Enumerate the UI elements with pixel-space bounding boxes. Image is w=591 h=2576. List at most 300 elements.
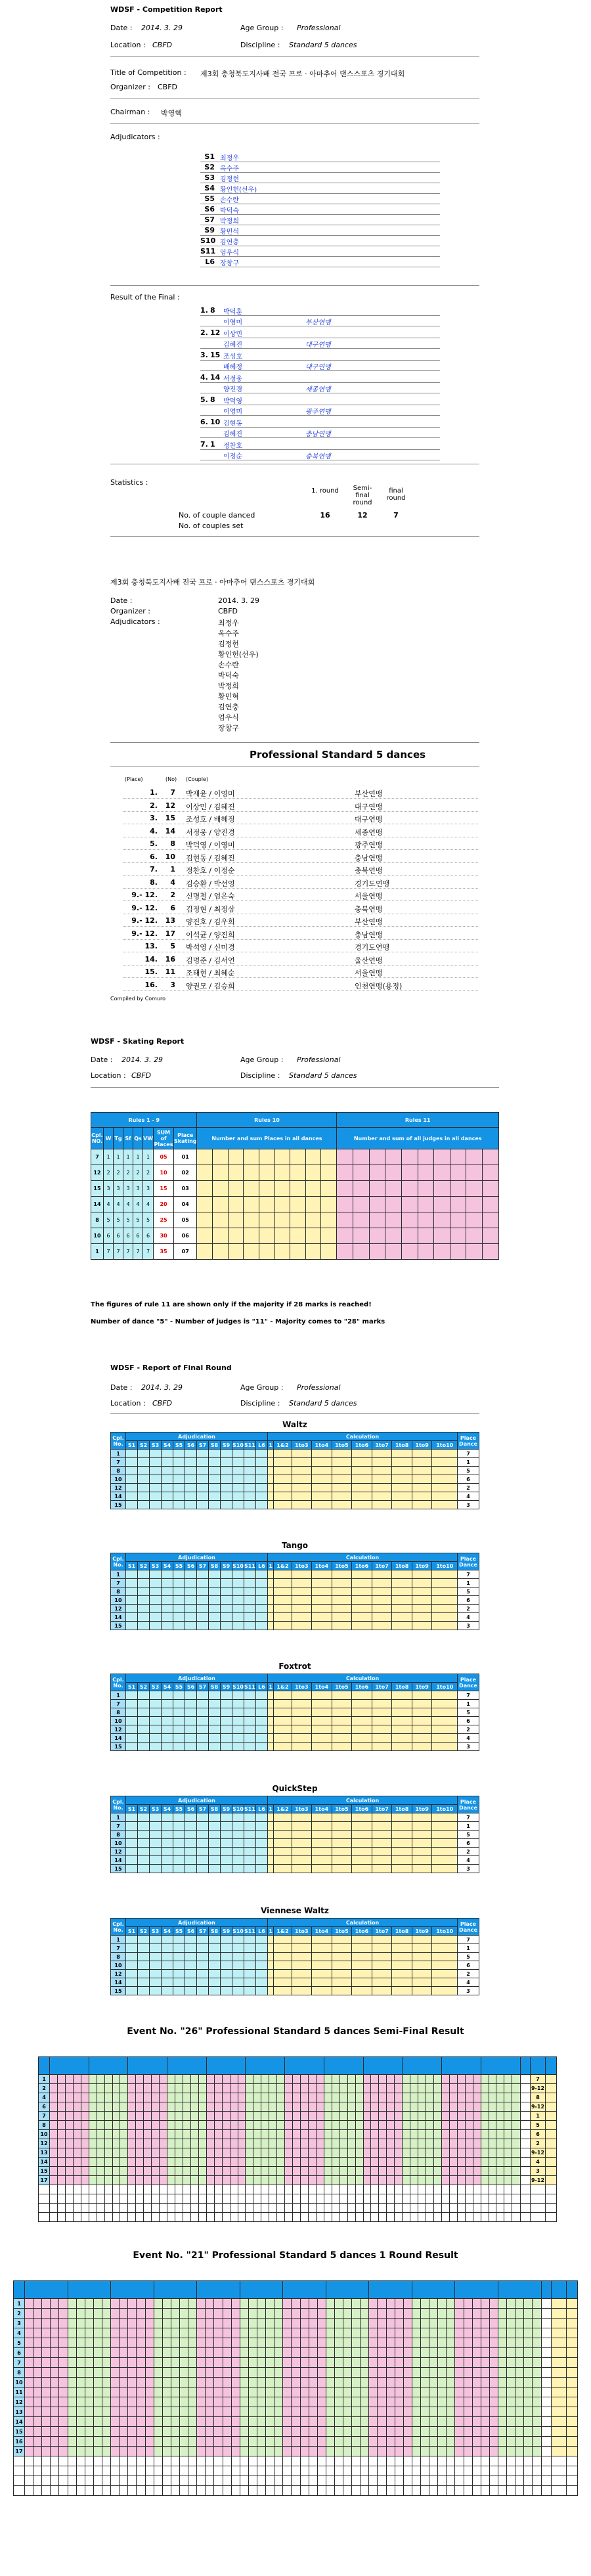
r2-place: 15. — [144, 967, 158, 976]
underline — [200, 235, 440, 236]
sk-sum: 35 — [154, 1244, 174, 1260]
semi-mark — [457, 2158, 465, 2167]
calc-col: 1to4 — [312, 1562, 332, 1570]
r2-place: 7. — [150, 865, 158, 874]
calc-cell — [332, 1856, 352, 1865]
first-mark — [51, 2299, 59, 2309]
calc-cell — [268, 1613, 274, 1622]
first-empty-row — [14, 2476, 578, 2486]
semi-mark — [104, 2102, 112, 2112]
r11-cell — [450, 1212, 466, 1228]
semi-mark — [473, 2139, 481, 2148]
semi-mark — [73, 2112, 81, 2121]
mark-cell — [256, 1475, 268, 1484]
first-mark — [533, 2397, 542, 2407]
semi-place: 9-12 — [531, 2148, 546, 2158]
first-mark — [137, 2368, 145, 2378]
r2-number: 11 — [165, 967, 175, 976]
semi-empty — [253, 2204, 261, 2213]
first-mark — [33, 2437, 42, 2447]
first-mark — [395, 2309, 403, 2319]
first-mark — [179, 2437, 188, 2447]
semi-place: 1 — [531, 2112, 546, 2121]
semi-mark — [50, 2130, 58, 2139]
first-empty — [515, 2466, 524, 2476]
first-empty — [386, 2486, 395, 2496]
mark-cell — [256, 1458, 268, 1467]
r10-cell — [321, 1228, 337, 1244]
r2-compiled: Compiled by Comuro — [110, 996, 166, 1002]
semi-mark — [97, 2167, 104, 2176]
calc-cell — [432, 1813, 458, 1822]
first-mark — [378, 2309, 386, 2319]
first-mark — [334, 2348, 343, 2358]
first-empty — [102, 2476, 110, 2486]
first-empty — [447, 2486, 455, 2496]
adjudication-header: Adjudication — [126, 1674, 268, 1683]
semi-mark — [465, 2139, 473, 2148]
first-mark — [274, 2309, 283, 2319]
r11-cell — [434, 1181, 450, 1197]
mark-cell — [197, 1708, 209, 1717]
first-empty — [120, 2486, 128, 2496]
semi-mark — [120, 2112, 128, 2121]
first-mark — [76, 2407, 85, 2417]
mark-cell — [126, 1691, 138, 1700]
calc-col: 1to6 — [352, 1927, 372, 1936]
semi-mark — [222, 2176, 230, 2185]
semi-mark — [175, 2084, 183, 2093]
first-empty — [567, 2476, 578, 2486]
semi-mark — [230, 2139, 238, 2148]
first-empty — [472, 2466, 481, 2476]
mark-cell — [185, 1865, 197, 1873]
mark-cell — [232, 1492, 244, 1501]
semi-empty — [465, 2185, 473, 2194]
first-mark — [179, 2309, 188, 2319]
first-mark — [248, 2348, 257, 2358]
mark-cell — [150, 1717, 162, 1725]
fr-loc-label: Location : — [110, 1399, 146, 1408]
calc-cell — [268, 1717, 274, 1725]
semi-mark — [190, 2084, 198, 2093]
first-empty — [257, 2486, 265, 2496]
mark-cell — [244, 1961, 256, 1970]
semi-empty — [73, 2213, 81, 2222]
calc-cell — [352, 1570, 372, 1579]
first-mark — [85, 2309, 93, 2319]
first-empty — [542, 2476, 552, 2486]
first-mark — [352, 2447, 361, 2456]
first-empty — [162, 2456, 171, 2466]
mark-cell — [173, 1450, 185, 1458]
semi-mark — [89, 2176, 97, 2185]
mark-cell — [221, 1467, 232, 1475]
first-empty — [464, 2456, 472, 2466]
semi-empty — [167, 2204, 175, 2213]
first-mark — [59, 2437, 68, 2447]
calc-cell — [352, 1970, 372, 1978]
first-mark — [85, 2368, 93, 2378]
first-mark — [266, 2328, 274, 2338]
first-mark — [231, 2437, 240, 2447]
first-round-title: Event No. "21" Professional Standard 5 dances 1 Round Result — [133, 2250, 458, 2261]
semi-mark — [441, 2075, 449, 2084]
semi-mark — [277, 2102, 285, 2112]
row-divider — [123, 811, 478, 812]
first-mark — [274, 2328, 283, 2338]
first-mark — [162, 2309, 171, 2319]
first-empty — [447, 2466, 455, 2476]
first-mark — [257, 2437, 265, 2447]
first-mark — [162, 2387, 171, 2397]
r10-cell — [259, 1197, 274, 1212]
first-mark — [378, 2407, 386, 2417]
mark-cell — [185, 1953, 197, 1961]
semi-empty — [403, 2213, 410, 2222]
first-mark — [51, 2328, 59, 2338]
semi-mark — [473, 2176, 481, 2185]
r10-cell — [244, 1228, 259, 1244]
calc-cell — [332, 1484, 352, 1492]
calc-cell — [432, 1700, 458, 1708]
semi-empty — [214, 2204, 222, 2213]
first-mark — [171, 2437, 179, 2447]
mark-cell — [221, 1717, 232, 1725]
first-extra — [567, 2299, 578, 2309]
first-mark — [214, 2328, 223, 2338]
first-mark — [524, 2378, 533, 2387]
calc-cell — [392, 1501, 412, 1509]
first-mark — [524, 2417, 533, 2427]
first-mark — [33, 2387, 42, 2397]
semi-mark — [120, 2121, 128, 2130]
semi-mark — [190, 2121, 198, 2130]
first-mark — [248, 2407, 257, 2417]
calc-cell — [274, 1978, 292, 1987]
first-extra — [567, 2319, 578, 2328]
semi-mark — [152, 2093, 160, 2102]
first-mark — [472, 2378, 481, 2387]
mark-cell — [150, 1579, 162, 1588]
semi-empty — [50, 2213, 58, 2222]
couple-no: 10 — [111, 1475, 126, 1484]
mark-cell — [150, 1605, 162, 1613]
semi-mark — [512, 2102, 521, 2112]
first-mark — [51, 2417, 59, 2427]
row-divider — [123, 926, 478, 927]
judge-col: L6 — [256, 1562, 268, 1570]
calc-cell — [412, 1961, 432, 1970]
dance-row — [111, 1953, 479, 1961]
first-mark — [412, 2427, 420, 2437]
final-leader: 김현동 — [223, 420, 242, 428]
first-empty — [326, 2476, 334, 2486]
first-sum — [542, 2358, 552, 2368]
semi-mark — [496, 2139, 504, 2148]
semi-mark — [441, 2158, 449, 2167]
mark-cell — [173, 1467, 185, 1475]
calc-cell — [412, 1700, 432, 1708]
semi-mark — [301, 2176, 309, 2185]
r2-club: 울산연맹 — [355, 956, 383, 965]
semi-mark — [198, 2121, 206, 2130]
mark-cell — [162, 1978, 173, 1987]
first-mark — [421, 2437, 429, 2447]
calc-cell — [372, 1458, 392, 1467]
mark-cell — [256, 1970, 268, 1978]
semi-mark — [65, 2102, 73, 2112]
final-couple-no: 14 — [210, 373, 221, 382]
semi-empty — [465, 2194, 473, 2204]
first-sum — [542, 2319, 552, 2328]
first-empty — [120, 2476, 128, 2486]
first-mark — [188, 2397, 197, 2407]
calc-cell — [274, 1865, 292, 1873]
semi-empty — [521, 2194, 531, 2204]
semi-empty — [496, 2204, 504, 2213]
first-mark — [154, 2378, 162, 2387]
first-mark — [447, 2368, 455, 2378]
calc-cell — [352, 1501, 372, 1509]
first-row — [14, 2447, 578, 2456]
mark-cell — [138, 1717, 150, 1725]
first-extra — [567, 2368, 578, 2378]
first-empty — [137, 2476, 145, 2486]
first-mark — [300, 2319, 309, 2328]
calc-cell — [372, 1831, 392, 1839]
dance-place: 7 — [458, 1691, 479, 1700]
first-mark — [378, 2427, 386, 2437]
semi-mark — [57, 2139, 65, 2148]
semi-empty — [546, 2213, 557, 2222]
first-mark — [154, 2387, 162, 2397]
mark-cell — [173, 1743, 185, 1751]
first-empty — [111, 2466, 120, 2476]
couple-no: 1 — [111, 1813, 126, 1822]
first-mark — [25, 2397, 33, 2407]
calc-col: 1 — [269, 1806, 273, 1812]
calc-col: 1to9 — [412, 1441, 432, 1450]
sk-place: 03 — [174, 1181, 197, 1197]
semi-mark — [371, 2148, 379, 2158]
mark-cell — [185, 1936, 197, 1944]
first-mark — [111, 2417, 120, 2427]
calc-cell — [274, 1475, 292, 1484]
first-mark — [498, 2447, 507, 2456]
sk-place: 06 — [174, 1228, 197, 1244]
stats-round-final: final round — [386, 487, 406, 502]
semi-judge-header — [441, 2057, 481, 2075]
final-place: 6. — [200, 418, 208, 426]
report-title: WDSF - Competition Report — [110, 5, 223, 14]
first-sum — [542, 2338, 552, 2348]
semi-empty — [198, 2213, 206, 2222]
semi-empty — [546, 2194, 557, 2204]
semi-mark — [496, 2084, 504, 2093]
semi-empty — [489, 2194, 496, 2204]
semi-mark — [104, 2130, 112, 2139]
first-mark — [386, 2397, 395, 2407]
first-mark — [334, 2299, 343, 2309]
semi-mark — [167, 2121, 175, 2130]
mark-cell — [232, 1588, 244, 1596]
semi-mark — [512, 2084, 521, 2093]
semi-mark — [136, 2148, 144, 2158]
mark-cell — [209, 1492, 221, 1501]
mark-cell — [232, 1467, 244, 1475]
first-mark — [386, 2387, 395, 2397]
calc-cell — [432, 1579, 458, 1588]
col-cpl: Cpl. NO. — [91, 1128, 104, 1149]
first-mark — [507, 2387, 515, 2397]
semi-mark — [120, 2148, 128, 2158]
semi-mark — [395, 2176, 403, 2185]
first-mark — [507, 2319, 515, 2328]
first-mark — [240, 2309, 248, 2319]
first-mark — [68, 2387, 76, 2397]
semi-mark — [489, 2075, 496, 2084]
first-empty — [292, 2466, 300, 2476]
first-mark — [464, 2328, 472, 2338]
judge-col: S5 — [173, 1562, 185, 1570]
dance-row — [111, 1708, 479, 1717]
first-mark — [507, 2378, 515, 2387]
sk-place: 01 — [174, 1149, 197, 1165]
semi-mark — [316, 2176, 324, 2185]
semi-mark — [253, 2121, 261, 2130]
first-empty — [334, 2476, 343, 2486]
first-mark — [361, 2338, 369, 2348]
first-mark — [137, 2328, 145, 2338]
place-header: Place Dance — [458, 1553, 479, 1570]
r11-cell — [434, 1165, 450, 1181]
first-mark — [395, 2417, 403, 2427]
first-sum — [542, 2299, 552, 2309]
mark-cell — [209, 1570, 221, 1579]
r11-cell — [466, 1228, 483, 1244]
calc-cell — [332, 1492, 352, 1501]
calc-cell — [274, 1708, 292, 1717]
semi-mark — [175, 2167, 183, 2176]
mark-cell — [162, 1501, 173, 1509]
first-mark — [231, 2309, 240, 2319]
dance-place: 4 — [458, 1856, 479, 1865]
first-mark — [76, 2358, 85, 2368]
mark-cell — [162, 1953, 173, 1961]
first-mark — [68, 2338, 76, 2348]
first-empty — [248, 2466, 257, 2476]
semi-empty — [465, 2204, 473, 2213]
first-mark — [464, 2407, 472, 2417]
first-round-result — [0, 2246, 591, 2575]
first-mark — [231, 2427, 240, 2437]
first-mark — [395, 2299, 403, 2309]
row-divider — [123, 900, 478, 901]
calc-cell — [274, 1596, 292, 1605]
r2-organizer-value: CBFD — [218, 607, 238, 615]
calc-col: 1&2 — [274, 1683, 292, 1691]
calc-cell — [352, 1856, 372, 1865]
calc-col: 1to7 — [372, 1927, 392, 1936]
calc-cell — [312, 1579, 332, 1588]
calc-cell — [274, 1725, 292, 1734]
calc-cell — [432, 1831, 458, 1839]
calc-col: 1to10 — [432, 1562, 458, 1570]
semi-extra — [546, 2112, 557, 2121]
semi-mark — [167, 2130, 175, 2139]
semi-mark — [355, 2148, 363, 2158]
semi-mark — [112, 2084, 120, 2093]
semi-mark — [238, 2093, 246, 2102]
r10-cell — [321, 1181, 337, 1197]
semi-mark — [363, 2158, 371, 2167]
adjudicator-code: S4 — [204, 184, 215, 192]
r2-adjudicator: 박정희 — [218, 682, 239, 690]
semi-mark — [387, 2139, 395, 2148]
r10-cell — [290, 1149, 306, 1165]
mark-cell — [256, 1831, 268, 1839]
dance-row — [111, 1822, 479, 1831]
mark-cell — [256, 1613, 268, 1622]
semi-mark — [238, 2139, 246, 2148]
first-mark — [507, 2328, 515, 2338]
mark-cell — [256, 1822, 268, 1831]
first-empty — [395, 2456, 403, 2466]
r11-cell — [369, 1149, 385, 1165]
calc-cell — [274, 1961, 292, 1970]
semi-mark — [410, 2176, 418, 2185]
mark-cell — [173, 1484, 185, 1492]
semi-mark — [339, 2130, 347, 2139]
sk-couple-no: 1 — [91, 1244, 104, 1260]
first-couple-no: 3 — [14, 2319, 25, 2328]
mark-cell — [244, 1691, 256, 1700]
first-mark — [429, 2309, 438, 2319]
first-empty — [421, 2486, 429, 2496]
first-mark — [507, 2299, 515, 2309]
first-mark — [455, 2348, 464, 2358]
calc-cell — [274, 1734, 292, 1743]
first-mark — [326, 2427, 334, 2437]
first-mark — [266, 2319, 274, 2328]
row-divider — [123, 875, 478, 876]
first-mark — [59, 2299, 68, 2309]
r2-adjudicator: 장창구 — [218, 724, 239, 732]
first-mark — [447, 2427, 455, 2437]
semi-mark — [198, 2148, 206, 2158]
semi-mark — [206, 2148, 214, 2158]
semi-empty — [97, 2185, 104, 2194]
semi-empty — [441, 2194, 449, 2204]
first-mark — [76, 2387, 85, 2397]
semi-mark — [504, 2139, 512, 2148]
semi-mark — [214, 2084, 222, 2093]
r10-cell — [321, 1149, 337, 1165]
first-empty — [429, 2466, 438, 2476]
mark-cell — [162, 1691, 173, 1700]
dance-place: 7 — [458, 1813, 479, 1822]
first-empty — [326, 2486, 334, 2496]
semi-judge-header — [324, 2057, 363, 2075]
first-empty — [352, 2486, 361, 2496]
first-mark — [455, 2437, 464, 2447]
semi-mark — [152, 2148, 160, 2158]
semi-mark — [387, 2121, 395, 2130]
semi-mark — [136, 2084, 144, 2093]
first-empty — [93, 2486, 102, 2496]
first-couple-no: 12 — [14, 2397, 25, 2407]
